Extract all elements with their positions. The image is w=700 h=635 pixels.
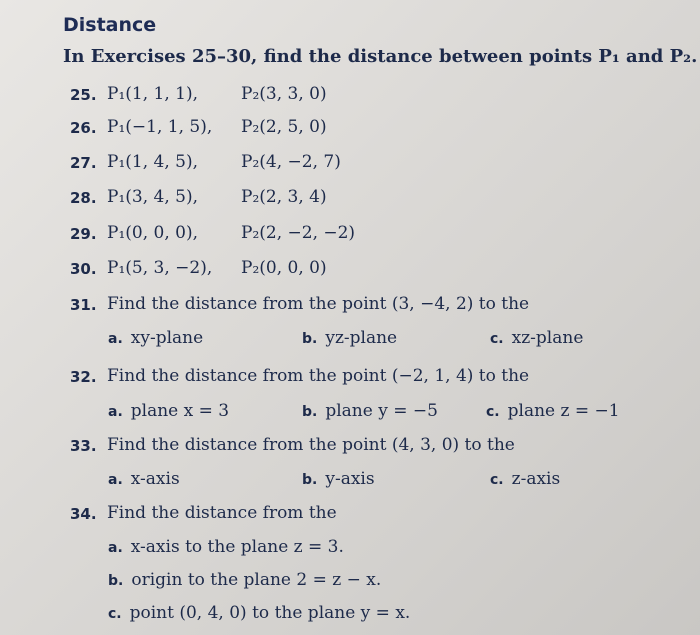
exercise-number: 27.: [70, 154, 97, 172]
part-label: a.: [108, 540, 123, 556]
option-text: plane x = 3: [130, 401, 230, 421]
option-label: a.: [108, 404, 123, 420]
option-text: yz-plane: [325, 328, 398, 348]
part-text: origin to the plane 2 = z − x.: [131, 570, 382, 590]
option-label: b.: [302, 331, 318, 347]
option-label: c.: [490, 472, 504, 488]
option-b: [302, 469, 375, 489]
point-p1: P₁(5, 3, −2),: [107, 258, 213, 278]
point-p2: P₂(2, −2, −2): [241, 223, 356, 243]
exercise-number: 25.: [70, 86, 97, 104]
exercise-number: 26.: [70, 119, 97, 137]
option-c: [486, 401, 620, 421]
part-text: x-axis to the plane z = 3.: [130, 537, 344, 557]
point-p1: P₁(−1, 1, 5),: [107, 117, 213, 137]
exercise-number: 32.: [70, 368, 97, 386]
exercise-intro: In Exercises 25–30, find the distance between points P₁ and P₂.: [63, 46, 698, 67]
part-label: b.: [108, 573, 124, 589]
option-a: [108, 401, 229, 421]
point-p2: P₂(2, 5, 0): [241, 117, 327, 137]
option-text: plane z = −1: [507, 401, 620, 421]
point-p2: P₂(4, −2, 7): [241, 152, 341, 172]
part-a: [108, 537, 344, 557]
option-text: x-axis: [130, 469, 180, 489]
part-c: [108, 603, 410, 623]
option-label: b.: [302, 472, 318, 488]
option-text: y-axis: [325, 469, 375, 489]
exercise-number: 29.: [70, 225, 97, 243]
exercise-number: 34.: [70, 505, 97, 523]
point-p1: P₁(1, 4, 5),: [107, 152, 198, 172]
option-text: xz-plane: [511, 328, 584, 348]
option-a: [108, 328, 203, 348]
exercise-text: Find the distance from the: [107, 503, 337, 523]
point-p1: P₁(3, 4, 5),: [107, 187, 198, 207]
option-label: b.: [302, 404, 318, 420]
section-heading: Distance: [63, 14, 157, 36]
part-b: [108, 570, 381, 590]
point-p2: P₂(3, 3, 0): [241, 84, 327, 104]
option-a: [108, 469, 180, 489]
option-text: plane y = −5: [325, 401, 438, 421]
exercise-text: Find the distance from the point (4, 3, 0) to the: [107, 435, 515, 455]
point-p2: P₂(0, 0, 0): [241, 258, 327, 278]
exercise-text: Find the distance from the point (−2, 1, 4) to the: [107, 366, 530, 386]
option-b: [302, 328, 397, 348]
option-c: [490, 469, 560, 489]
option-label: a.: [108, 472, 123, 488]
option-label: c.: [486, 404, 500, 420]
option-text: xy-plane: [130, 328, 204, 348]
exercise-number: 33.: [70, 437, 97, 455]
exercise-number: 31.: [70, 296, 97, 314]
part-text: point (0, 4, 0) to the plane y = x.: [129, 603, 411, 623]
option-text: z-axis: [511, 469, 561, 489]
exercise-number: 28.: [70, 189, 97, 207]
point-p1: P₁(1, 1, 1),: [107, 84, 198, 104]
part-label: c.: [108, 606, 122, 622]
point-p2: P₂(2, 3, 4): [241, 187, 327, 207]
option-label: c.: [490, 331, 504, 347]
option-c: [490, 328, 583, 348]
exercise-text: Find the distance from the point (3, −4, 2) to the: [107, 294, 530, 314]
option-b: [302, 401, 438, 421]
option-label: a.: [108, 331, 123, 347]
exercise-number: 30.: [70, 260, 97, 278]
point-p1: P₁(0, 0, 0),: [107, 223, 198, 243]
